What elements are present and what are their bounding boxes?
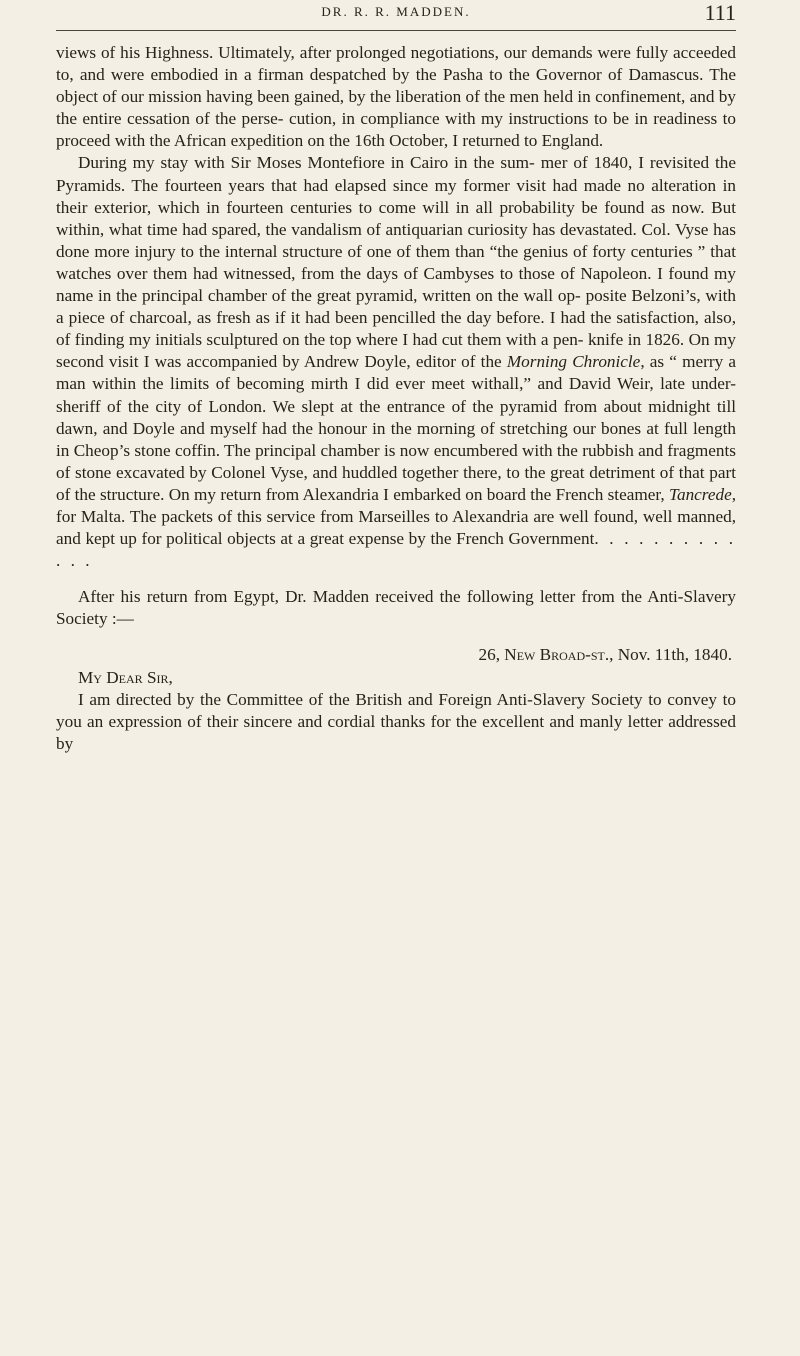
address-street: New Broad-st.	[504, 645, 610, 665]
paragraph-2-text-c: , for Malta. The packets of this service from Marseilles to Alexandria are well found, well manned, and kept up for political objects at a great expense by the French Government	[56, 484, 736, 549]
paragraph-2-text-b: , as “ merry a man within the limits of becoming mirth I did ever meet withall,” and David Weir, late under-sheriff of the city of London. We slept at the entrance of the pyramid from about midnight till dawn, and Doyle and myself had the honour in the morning of stretching our bones at full length in Cheop’s stone coffin. The principal chamber is now encumbered with the rubbish and fragments of stone excavated by Colonel Vyse, and huddled together there, to the great detriment of that part of the structure. On my return from Alexandria I embarked on board the French steamer,	[56, 352, 736, 504]
address-date: , Nov. 11th, 1840.	[609, 645, 732, 665]
letter-body: I am directed by the Committee of the British and Foreign Anti-Slavery Society to convey to you an expression of their sincere and cordial thanks for the excellent and manly letter addressed by	[56, 689, 736, 753]
paragraph-2-text-a: During my stay with Sir Moses Montefiore in Cairo in the sum- mer of 1840, I revisited the Pyramids. The fourteen years that had elapsed since my former visit had made no alteration in their exterior, which in fourteen centuries to come will in all probability be found as now. But within, what time had spared, the vandalism of antiquarian curiosity has devastated. Col. Vyse has done more injury to the internal structure of one of them than “the genius of forty centuries ” that watches over them had witnessed, from the days of Cambyses to those of Napoleon. I found my name in the principal chamber of the great pyramid, written on the wall op- posite Belzoni’s, with a piece of charcoal, as fresh as if it had been pencilled the day before. I had the satisfaction, also, of finding my initials sculptured on the top where I had cut them with a pen- knife in 1826. On my second visit I was accompanied by Andrew Doyle, editor of the	[56, 153, 736, 372]
ellipsis: . . . . . . . . . . . . .	[56, 529, 736, 571]
letter-address	[56, 644, 736, 666]
paragraph-3: After his return from Egypt, Dr. Madden received the following letter from the Anti-Slavery Society :—	[56, 587, 736, 629]
paragraph-2	[56, 152, 736, 572]
paragraph-1: views of his Highness. Ultimately, after prolonged negotiations, our demands were fully acceeded to, and were embodied in a firman despatched by the Pasha to the Governor of Damascus. The object of our mission having been gained, by the liberation of the men held in confinement, and by the entire cessation of the perse- cution, in compliance with my instructions to be in readiness to proceed with the African expedition on the 16th October, I returned to England.	[56, 43, 736, 151]
address-number: 26,	[478, 645, 505, 665]
letter-salutation: My Dear Sir,	[78, 667, 173, 687]
page-number: 111	[704, 0, 736, 25]
running-head: DR. R. R. MADDEN.	[321, 4, 471, 19]
page-header	[56, 0, 736, 30]
section-gap	[56, 630, 736, 644]
section-gap	[56, 572, 736, 586]
steamer-name: Tancrede	[669, 484, 732, 504]
header-rule	[56, 30, 736, 31]
body-text	[56, 42, 736, 755]
newspaper-title: Morning Chronicle	[506, 352, 641, 372]
